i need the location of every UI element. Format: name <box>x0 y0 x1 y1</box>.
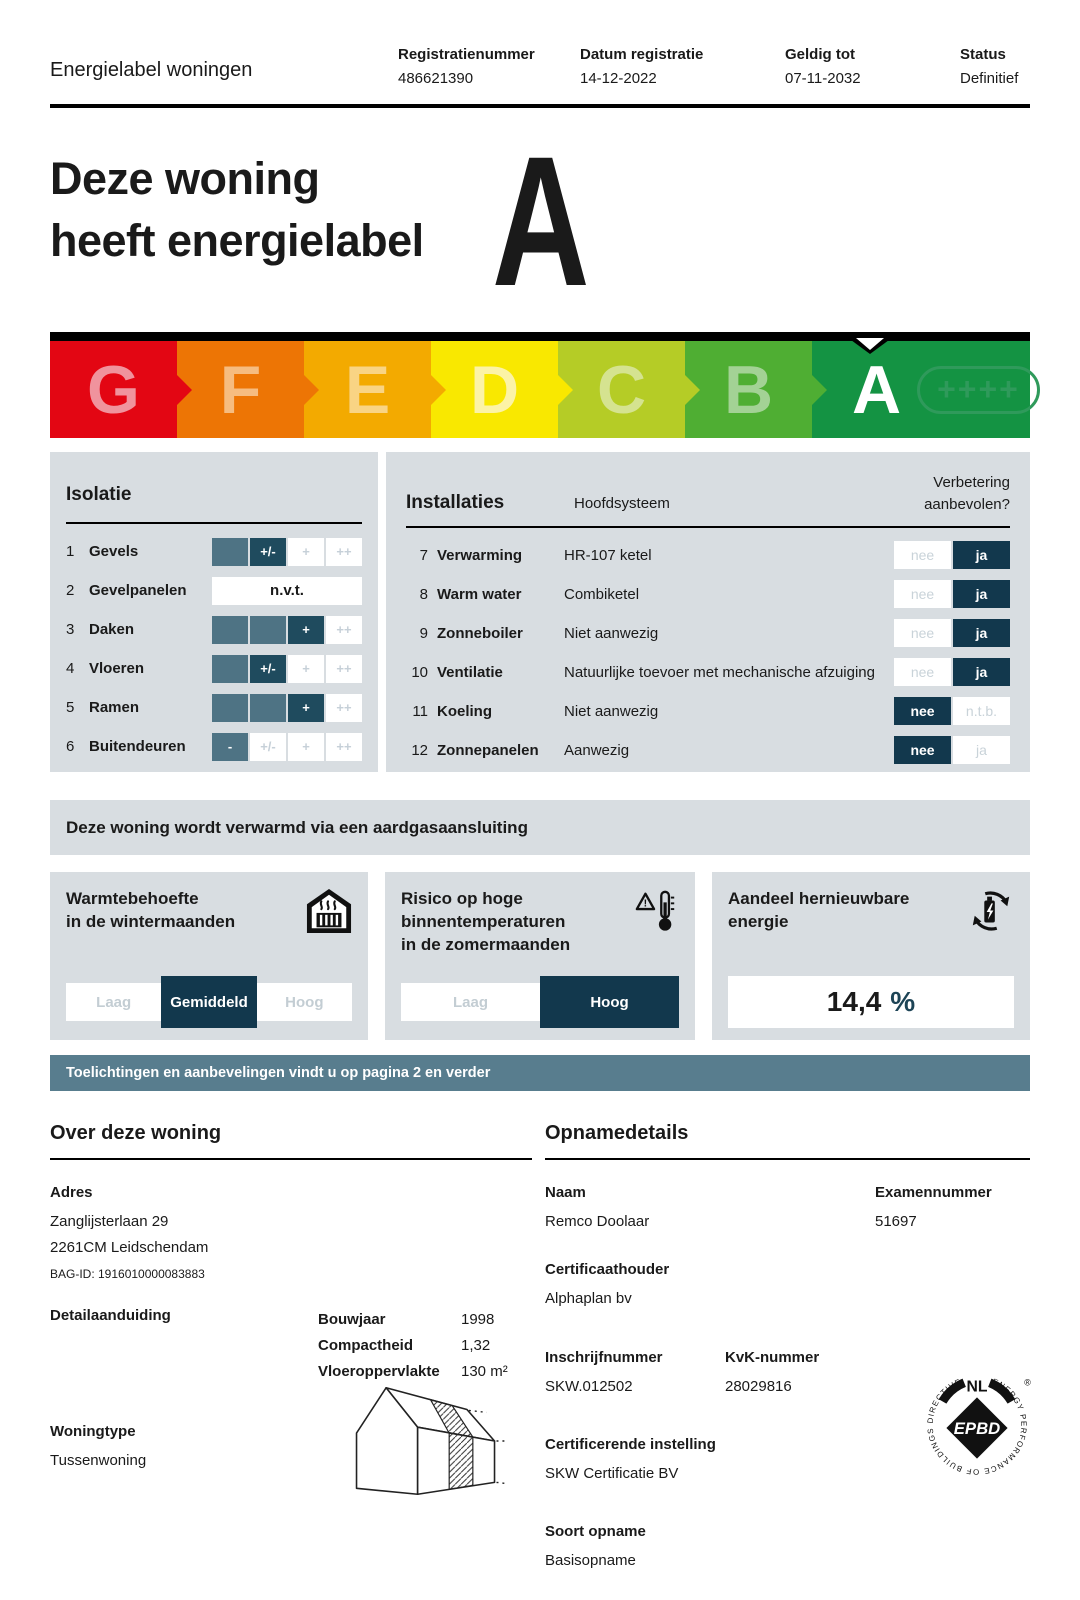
row-label: Vloeren <box>89 660 145 677</box>
rating-cell <box>212 694 248 722</box>
certificaathouder-block: Certificaathouder Alphaplan bv <box>545 1261 670 1308</box>
rating-cell: +/- <box>250 733 286 761</box>
field-label: Registratienummer <box>398 46 535 63</box>
system-value: Niet aanwezig <box>564 624 659 642</box>
energy-grade-letter: A <box>491 119 590 325</box>
system-value: Combiketel <box>564 585 640 603</box>
registration-number-field <box>398 46 580 87</box>
row-number: 1 <box>66 543 75 560</box>
chevron-right-icon <box>304 375 319 405</box>
nee-indicator: nee <box>894 619 951 647</box>
rating-cell <box>212 616 248 644</box>
renewable-energy-icon <box>968 888 1014 934</box>
rating-cell <box>250 616 286 644</box>
segment-letter: E <box>344 351 391 428</box>
rating-cell: + <box>288 616 324 644</box>
rating-cell: ++ <box>326 733 362 761</box>
row-number: 12 <box>411 741 428 759</box>
rating-cell: + <box>288 733 324 761</box>
fact-row: Compactheid 1,32 <box>318 1336 491 1354</box>
rating-cell: + <box>288 694 324 722</box>
examennummer-block: Examennummer 51697 <box>875 1184 992 1230</box>
rating-cell: ++ <box>326 694 362 722</box>
rating-cell-nvt: n.v.t. <box>212 577 362 605</box>
scale-segments <box>50 341 1030 438</box>
chevron-right-icon <box>812 375 827 405</box>
installaties-row <box>406 692 1010 731</box>
nee-indicator: nee <box>894 580 951 608</box>
row-number: 4 <box>66 660 75 677</box>
row-label: Koeling <box>437 702 492 720</box>
naam-block: Naam Remco Doolaar <box>545 1184 650 1230</box>
woningtype-value: Tussenwoning <box>50 1452 147 1470</box>
installaties-row <box>406 536 1010 575</box>
document-title: Energielabel woningen <box>50 59 253 81</box>
section-title: Opnamedetails <box>545 1122 1030 1160</box>
option-laag: Laag <box>66 983 161 1021</box>
segment-letter: A <box>852 351 902 428</box>
epbd-logo <box>918 1366 1036 1490</box>
row-number: 11 <box>412 702 428 720</box>
nee-indicator: nee <box>894 736 951 764</box>
woningtype-label: Woningtype <box>50 1423 136 1441</box>
status-field <box>960 46 1030 87</box>
row-label: Gevels <box>89 543 139 560</box>
row-label: Buitendeuren <box>89 738 186 755</box>
isolatie-header <box>66 472 362 524</box>
row-label: Warm water <box>437 585 522 603</box>
adres-label: Adres <box>50 1184 93 1201</box>
nee-indicator: nee <box>894 541 951 569</box>
soort-opname-block: Soort opname Basisopname <box>545 1523 646 1569</box>
hero-line-1: Deze woning <box>50 153 320 204</box>
isolatie-row <box>66 571 362 610</box>
ja-indicator: ja <box>953 541 1010 569</box>
divider <box>50 104 1030 108</box>
isolatie-row <box>66 727 362 766</box>
address-line: 2261CM Leidschendam <box>50 1239 209 1257</box>
row-number: 2 <box>66 582 75 599</box>
row-number: 3 <box>66 621 75 638</box>
isolatie-row <box>66 688 362 727</box>
header <box>50 46 1030 87</box>
ja-indicator: ja <box>953 658 1010 686</box>
row-label: Daken <box>89 621 135 638</box>
scale-pointer-inner <box>856 338 884 350</box>
scale-segment-b <box>685 341 812 438</box>
kvk-block: KvK-nummer 28029816 <box>725 1348 820 1395</box>
panel-title: Warmtebehoefte in de wintermaanden <box>66 889 236 931</box>
epbd-center-text: EPBD <box>953 1418 1001 1438</box>
renewable-share-value <box>728 976 1014 1028</box>
rating-cell <box>250 694 286 722</box>
system-value: HR-107 ketel <box>564 546 652 564</box>
nee-indicator: nee <box>894 658 951 686</box>
field-value: 486621390 <box>398 70 474 87</box>
field-label: Geldig tot <box>785 46 855 63</box>
system-value: Niet aanwezig <box>564 702 659 720</box>
scale-segment-e <box>304 341 431 438</box>
row-number: 8 <box>419 585 428 603</box>
rating-cell: + <box>288 655 324 683</box>
hernieuwbare-energie-panel <box>712 872 1030 1040</box>
nee-indicator: nee <box>894 697 951 725</box>
fact-row: Bouwjaar 1998 <box>318 1310 495 1328</box>
segment-letter: G <box>87 351 140 428</box>
gas-banner: Deze woning wordt verwarmd via een aardgasaansluiting <box>50 800 1030 855</box>
isolatie-title: Isolatie <box>66 484 132 505</box>
rating-cell: - <box>212 733 248 761</box>
adres-block <box>50 1184 532 1281</box>
value-number: 14,4 <box>826 986 882 1017</box>
svg-text:ENERGY PERFORMANCE OF BUILDING: ENERGY PERFORMANCE OF BUILDINGS DIRECTIVE <box>925 1376 1029 1477</box>
valid-until-field <box>785 46 960 87</box>
status-badge: Definitief <box>960 70 1019 87</box>
warmtebehoefte-panel <box>50 872 368 1040</box>
row-label: Zonneboiler <box>437 624 523 642</box>
row-label: Gevelpanelen <box>89 582 187 599</box>
row-label: Ramen <box>89 699 140 716</box>
bag-id: BAG-ID: 1916010000083883 <box>50 1266 205 1281</box>
risico-panel <box>385 872 695 1040</box>
isolatie-row <box>66 532 362 571</box>
registered-mark: ® <box>1024 1377 1031 1388</box>
hero-title <box>50 148 424 272</box>
verbetering-column-header: Verbetering aanbevolen? <box>924 474 1010 513</box>
segment-letter: F <box>219 351 262 428</box>
section-title: Over deze woning <box>50 1122 532 1160</box>
option-hoog: Hoog <box>257 983 352 1021</box>
fact-row: Vloeroppervlakte 130 m² <box>318 1363 508 1380</box>
hoofdsysteem-label: Hoofdsysteem <box>574 494 670 512</box>
inschrijfnummer-block: Inschrijfnummer SKW.012502 <box>545 1348 663 1395</box>
option-laag: Laag <box>401 983 540 1021</box>
rating-cell <box>212 655 248 683</box>
scale-segment-f <box>177 341 304 438</box>
option-gemiddeld: Gemiddeld <box>161 976 256 1028</box>
scale-segment-a <box>812 341 1030 438</box>
field-value: 07-11-2032 <box>785 70 861 87</box>
scale-segment-g <box>50 341 177 438</box>
segment-letter: D <box>469 351 520 428</box>
risico-toggle <box>401 976 679 1028</box>
value-unit: % <box>890 986 916 1017</box>
scale-top-bar <box>50 332 1030 341</box>
row-number: 10 <box>411 663 428 681</box>
scale-segment-c <box>558 341 685 438</box>
registration-date-field <box>580 46 785 87</box>
ntb-indicator: n.t.b. <box>953 697 1010 725</box>
scale-segment-d <box>431 341 558 438</box>
hero <box>50 119 625 325</box>
rating-cell: ++ <box>326 616 362 644</box>
hero-line-2: heeft energielabel <box>50 215 424 267</box>
chevron-right-icon <box>431 375 446 405</box>
row-label: Verwarming <box>437 546 523 564</box>
chevron-right-icon <box>685 375 700 405</box>
detailaanduiding-label: Detailaanduiding <box>50 1306 171 1324</box>
system-value: Natuurlijke toevoer met mechanische afzuiging <box>564 663 875 681</box>
rating-cell: + <box>288 538 324 566</box>
isolatie-row <box>66 649 362 688</box>
house-radiator-icon <box>306 888 352 934</box>
field-value: 14-12-2022 <box>580 70 657 87</box>
row-label: Ventilatie <box>437 663 503 681</box>
field-label: Status <box>960 46 1006 63</box>
tussenwoning-house-drawing <box>345 1372 510 1510</box>
row-number: 6 <box>66 738 75 755</box>
installaties-title: Installaties <box>406 491 505 513</box>
energy-scale <box>50 332 1030 438</box>
ja-indicator: ja <box>953 736 1010 764</box>
warmtebehoefte-toggle <box>66 976 352 1028</box>
panel-title: Aandeel hernieuwbare energie <box>728 889 910 931</box>
option-hoog: Hoog <box>540 976 679 1028</box>
installaties-row <box>406 575 1010 614</box>
certificerende-instelling-block: Certificerende instelling SKW Certificatie BV <box>545 1435 716 1482</box>
panel-title: Risico op hoge binnentemperaturen in de zomermaanden <box>401 889 571 954</box>
installaties-row <box>406 614 1010 653</box>
ja-indicator: ja <box>953 580 1010 608</box>
svg-text:!: ! <box>643 897 648 910</box>
ja-indicator: ja <box>953 619 1010 647</box>
installaties-row <box>406 653 1010 692</box>
segment-letter: C <box>596 351 647 428</box>
field-label: Datum registratie <box>580 46 704 63</box>
row-number: 9 <box>419 624 428 642</box>
chevron-right-icon <box>558 375 573 405</box>
segment-letter: B <box>723 351 774 428</box>
row-number: 5 <box>66 699 75 716</box>
rating-cell <box>212 538 248 566</box>
chevron-right-icon <box>177 375 192 405</box>
isolatie-row <box>66 610 362 649</box>
system-value: Aanwezig <box>564 741 630 759</box>
installaties-header <box>406 472 1010 528</box>
opnamedetails-section <box>545 1122 1030 1600</box>
epbd-nl-text: NL <box>966 1378 988 1396</box>
thermometer-warning-icon <box>633 888 679 934</box>
plus-badge: ++++ <box>917 366 1040 414</box>
installaties-panel <box>386 452 1030 772</box>
isolatie-panel <box>50 452 378 772</box>
installaties-row <box>406 731 1010 770</box>
rating-cell: ++ <box>326 538 362 566</box>
rating-cell: +/- <box>250 655 286 683</box>
toelichtingen-bar: Toelichtingen en aanbevelingen vindt u op pagina 2 en verder <box>50 1055 1030 1091</box>
rating-cell: +/- <box>250 538 286 566</box>
row-number: 7 <box>419 546 428 564</box>
rating-cell: ++ <box>326 655 362 683</box>
address-line: Zanglijsterlaan 29 <box>50 1213 169 1230</box>
row-label: Zonnepanelen <box>437 741 539 759</box>
